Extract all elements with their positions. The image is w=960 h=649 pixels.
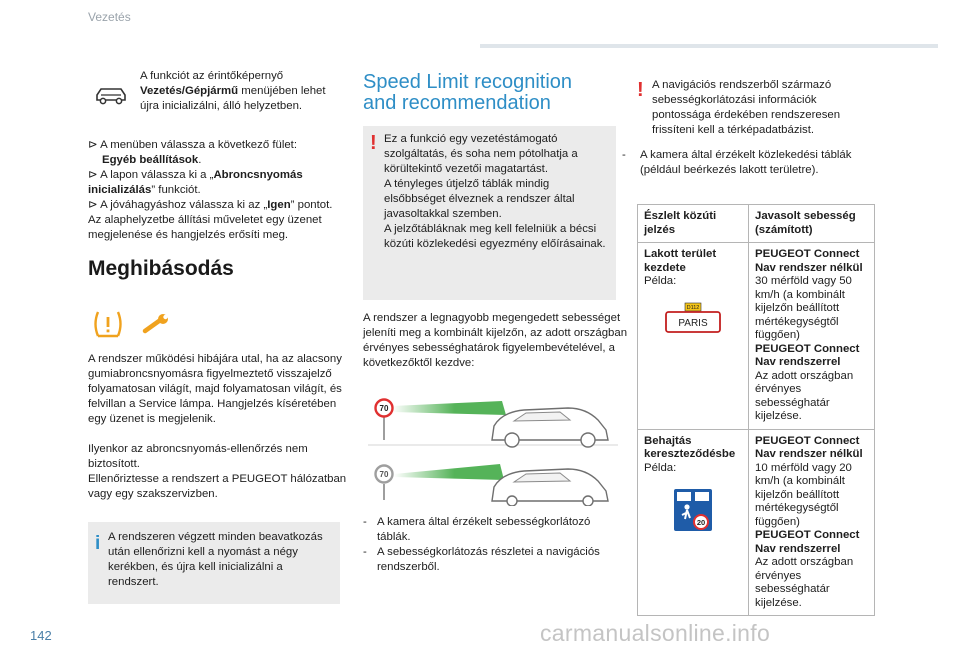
source-item-1: - A kamera által érzékelt sebességkorlátozó táblák. xyxy=(363,516,591,543)
wrench-icon xyxy=(142,312,172,336)
car-icon xyxy=(94,84,128,106)
section-title xyxy=(363,72,623,114)
step-3-bold: Igen xyxy=(267,199,291,211)
confirm-text: Az alaphelyzetbe állítási műveletet egy üzenet megjelenése és hangjelzés erősíti meg. xyxy=(88,214,322,241)
table-header-sign: Észlelt közúti jelzés xyxy=(638,205,749,243)
table-row xyxy=(638,243,875,430)
page-number: 142 xyxy=(30,628,52,643)
sign-title: Lakott terület kezdete xyxy=(644,248,717,274)
speed-condition-1: PEUGEOT Connect Nav rendszer nélkül xyxy=(755,248,863,274)
speed-value-1: 30 mérföld vagy 50 km/h (a kombinált kijelzőn beállított mértékegységtől függően) xyxy=(755,275,852,341)
step-2-bold: Abroncsnyomás inicializálás xyxy=(88,169,303,196)
svg-text:D112: D112 xyxy=(686,304,700,311)
camera-sign-item: - A kamera által érzékelt közlekedési táblák (például beérkezés lakott területre). xyxy=(622,149,852,176)
info-box xyxy=(88,522,340,604)
sign-cell xyxy=(638,429,749,616)
fault-paragraph-2: Ilyenkor az abroncsnyomás-ellenőrzés nem biztosított. Ellenőriztesse a rendszert a PEUGEOT hálózatban vagy egy szakszervizben. xyxy=(88,443,347,500)
table-header-speed: Javasolt sebesség (számított) xyxy=(749,205,875,243)
car-side-view xyxy=(492,408,608,447)
speed-value-2: Az adott országban érvényes sebességhatár kijelzése. xyxy=(755,369,854,422)
step-3: ⊳ A jóváhagyáshoz válassza ki az „Igen” pontot. xyxy=(88,199,333,211)
warning-mark-icon: ! xyxy=(370,132,377,154)
speed-recognition-illustration xyxy=(364,384,622,506)
source-item-2: - A sebességkorlátozás részletei a navigációs rendszerből. xyxy=(363,546,600,573)
car-side-view xyxy=(492,469,608,506)
sign-example-label: Példa: xyxy=(644,275,677,287)
reinit-text xyxy=(140,69,330,114)
speed-value-2: Az adott országban érvényes sebességhatár kijelzése. xyxy=(755,556,854,609)
navigation-ramp xyxy=(394,464,504,480)
sign-example-label: Példa: xyxy=(644,461,677,474)
speed-table xyxy=(637,204,875,616)
step-2: ⊳ A lapon válassza ki a „Abroncsnyomás inicializálás” funkciót. xyxy=(88,169,303,196)
system-paragraph: A rendszer a legnagyobb megengedett sebességet jeleníti meg a kombinált kijelzőn, az adott országban érvényes sebességhatárok figyelembevételével, a következőktől kezdve: xyxy=(363,312,628,369)
step-1-bold: Egyéb beállítások xyxy=(102,154,199,166)
sign-cell xyxy=(638,243,749,430)
speed-condition-2: PEUGEOT Connect Nav rendszerrel xyxy=(755,342,860,368)
speed-condition-2: PEUGEOT Connect Nav rendszerrel xyxy=(755,529,860,555)
svg-text:70: 70 xyxy=(379,404,389,413)
header-rule xyxy=(480,44,938,48)
reinit-text-2: menüjében lehet újra inicializálni, álló helyzetben. xyxy=(140,85,326,112)
arrow-bullet-icon: ⊳ xyxy=(88,199,101,211)
warning-mark-icon: ! xyxy=(637,79,644,101)
table-header-row xyxy=(638,205,875,243)
reinit-text-1: A funkciót az érintőképernyő xyxy=(140,70,284,82)
warning-box-text: Ez a funkció egy vezetéstámogató szolgáltatás, és soha nem pótolhatja a körültekintő vezetői magatartást. A tényleges útjelző táblák mindig elsőbbséget élveznek a rendszer által javasoltakkal szemben. A jelzőtábláknak meg kell felelniük a bécsi közúti közlekedési egyezmény előírásainak. xyxy=(384,133,606,250)
info-mark-icon: i xyxy=(95,533,101,554)
arrow-bullet-icon: ⊳ xyxy=(88,139,101,151)
arrow-bullet-icon: ⊳ xyxy=(88,169,101,181)
table-row xyxy=(638,429,875,616)
fault-paragraph-1: A rendszer működési hibájára utal, ha az alacsony gumiabroncsnyomásra figyelmeztető visszajelző folyamatosan világít, majd folyamatosan világít, és felvillan a Service lámpa. Hangjelzés kíséretében egy üzenet is megjelenik. xyxy=(88,353,342,425)
pedestrian-zone-sign-icon xyxy=(673,488,713,532)
nav-warning-text: A navigációs rendszerből származó sebességkorlátozási információk pontossága érdekében rendszeresen frissíteni kell a térképadatbázist. xyxy=(652,79,841,136)
warning-box xyxy=(363,126,616,300)
speed-cell xyxy=(749,243,875,430)
steps-list: ⊳ A menüben válassza a következő fület: Egyéb beállítások. ⊳ A lapon válassza ki a „Abroncsnyomás inicializálás” funkciót. ⊳ A jóváhagyáshoz válassza ki az „Igen” pontot. Az alaphelyzetbe állítási műveletet egy üzenet megjelenése és hangjelzés erősíti meg. xyxy=(88,138,350,243)
city-sign-icon xyxy=(664,302,722,334)
section-title-line-2: and recommendation xyxy=(363,92,551,114)
section-header: Vezetés xyxy=(88,10,131,24)
source-list xyxy=(363,515,625,575)
step-1: ⊳ A menüben válassza a következő fület: xyxy=(88,139,298,151)
section-title-line-1: Speed Limit recognition xyxy=(363,71,573,93)
watermark: carmanualsonline.info xyxy=(540,620,771,646)
speed-condition-1: PEUGEOT Connect Nav rendszer nélkül xyxy=(755,434,863,460)
fault-title: Meghibásodás xyxy=(88,257,234,280)
info-box-text: A rendszeren végzett minden beavatkozás után ellenőrizni kell a nyomást a négy kerékben, és újra kell inicializálni a rendszert. xyxy=(108,531,323,588)
tpms-warning-icon xyxy=(92,309,124,339)
camera-ramp xyxy=(392,401,506,415)
svg-text:PARIS: PARIS xyxy=(678,317,708,329)
reinit-menu-name: Vezetés/Gépjármű xyxy=(140,85,239,97)
speed-value-1: 10 mérföld vagy 20 km/h (a kombinált kijelzőn beállított mértékegységtől függően) xyxy=(755,461,852,528)
sign-title: Behajtás kereszteződésbe xyxy=(644,434,736,460)
speed-cell xyxy=(749,429,875,616)
svg-text:20: 20 xyxy=(696,518,706,527)
svg-text:70: 70 xyxy=(379,470,389,479)
